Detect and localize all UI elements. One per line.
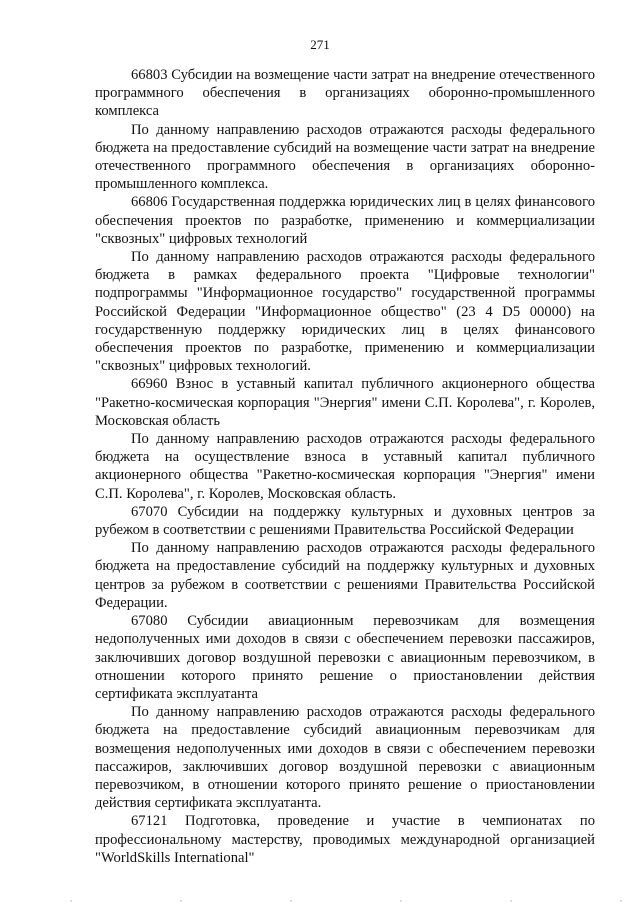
section-heading-66803: 66803 Субсидии на возмещение части затрат на внедрение отечественного программного обеспечения в организациях оборонно-промышленного комплекса bbox=[95, 67, 595, 120]
section-heading-67080: 67080 Субсидии авиационным перевозчикам для возмещения недополученных ими доходов в связи с обеспечением перевозки пассажиров, заключивших договор воздушной перевозки с авиационным перевозчиком, в отношении которого принято решение о приостановлении действия сертификата эксплуатанта bbox=[95, 613, 595, 702]
section-description-67070: По данному направлению расходов отражаются расходы федерального бюджета на предоставление субсидий на поддержку культурных и духовных центров за рубежом в соответствии с решениями Правительства Российской Федерации. bbox=[95, 540, 595, 611]
section-description-66960: По данному направлению расходов отражаются расходы федерального бюджета на осуществление взноса в уставный капитал публичного акционерного общества "Ракетно-космическая корпорация "Энергия" имени С.П. Королева", г. Королев, Московская область. bbox=[95, 431, 595, 502]
section-heading-67070: 67070 Субсидии на поддержку культурных и духовных центров за рубежом в соответствии с решениями Правительства Российской Федерации bbox=[95, 503, 595, 539]
section-description-67080: По данному направлению расходов отражаются расходы федерального бюджета на предоставление субсидий авиационным перевозчикам для возмещения недополученных ими доходов в связи с обеспечением перевозки пассажиров, заключивших договор воздушной перевозки с авиационным перевозчиком, в отношении которого принято решение о приостановлении действия сертификата эксплуатанта. bbox=[95, 704, 595, 812]
section-heading-66806: 66806 Государственная поддержка юридических лиц в целях финансового обеспечения проектов по разработке, применению и коммерциализации "сквозных" цифровых технологий bbox=[95, 194, 595, 247]
section-heading-66960: 66960 Взнос в уставный капитал публичного акционерного общества "Ракетно-космическая корпорация "Энергия" имени С.П. Королева", г. Королев, Московская область bbox=[95, 376, 595, 429]
scan-artifact-line bbox=[0, 900, 640, 902]
section-heading-67121: 67121 Подготовка, проведение и участие в чемпионатах по профессиональному мастерству, проводимых международной организацией "WorldSkills International" bbox=[95, 813, 595, 866]
page-body bbox=[95, 66, 595, 867]
section-description-66803: По данному направлению расходов отражаются расходы федерального бюджета на предоставление субсидий на возмещение части затрат на внедрение отечественного программного обеспечения в организациях оборонно-промышленного комплекса. bbox=[95, 121, 595, 193]
page-number: 271 bbox=[310, 37, 330, 52]
section-description-66806: По данному направлению расходов отражаются расходы федерального бюджета в рамках федерального проекта "Цифровые технологии" подпрограммы "Информационное государство" государственной программы Российской Федерации "Информационное общество" (23 4 D5 00000) на государственную поддержку юридических лиц в целях финансового обеспечения проектов по разработке, применению и коммерциализации "сквозных" цифровых технологий. bbox=[95, 249, 595, 375]
